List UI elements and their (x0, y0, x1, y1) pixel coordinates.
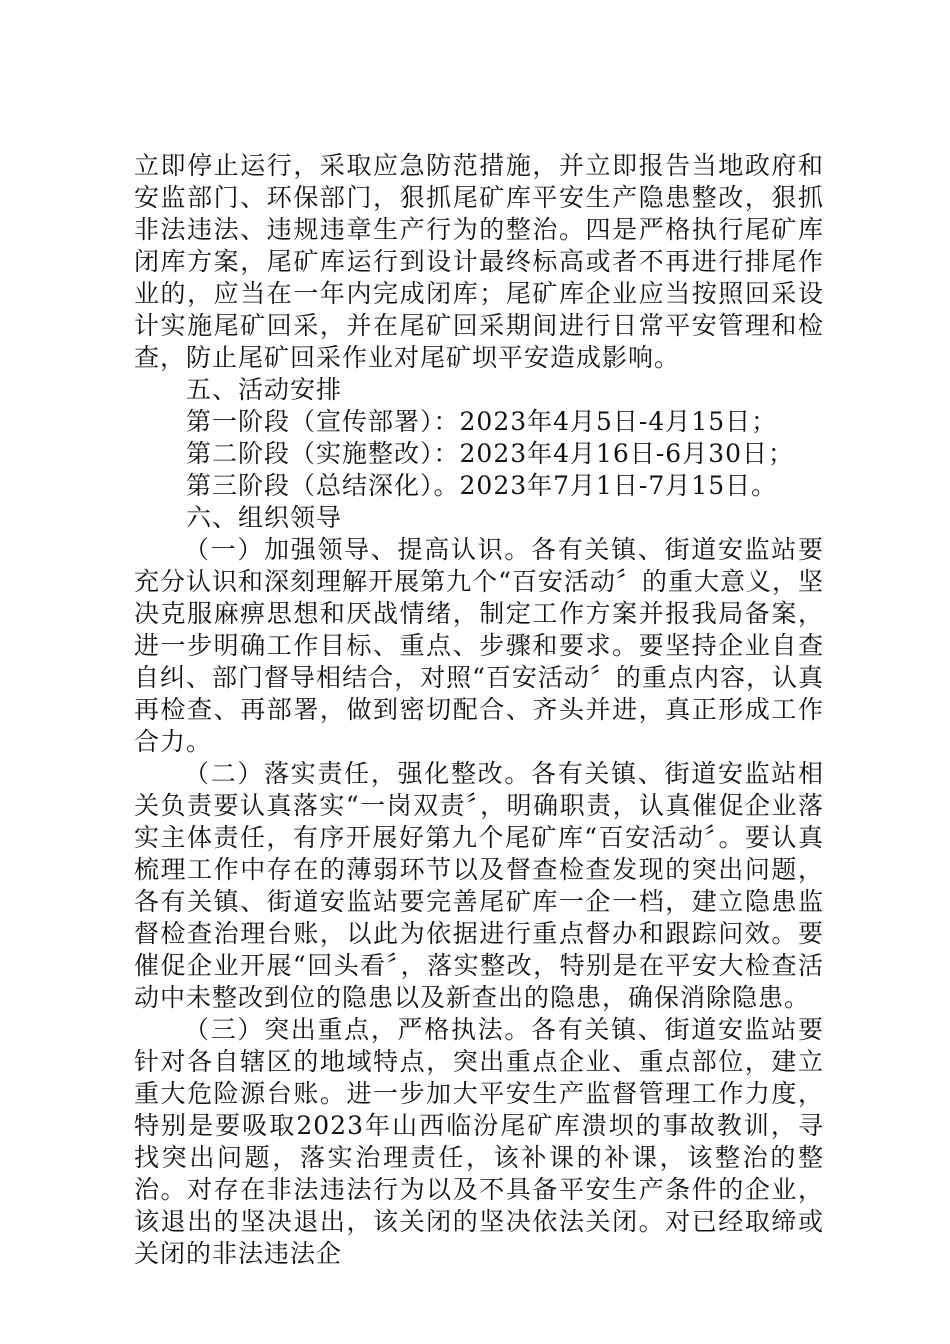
continuation-paragraph: 立即停止运行，采取应急防范措施，并立即报告当地政府和安监部门、环保部门，狠抓尾矿库平安生产隐患整改，狠抓非法违法、违规违章生产行为的整治。四是严格执行尾矿库闭库方案，尾矿库运行到设计最终标高或者不再进行排尾作业的，应当在一年内完成闭库；尾矿库企业应当按照回采设计实施尾矿回采，并在尾矿回采期间进行日常平安管理和检查，防止尾矿回采作业对尾矿坝平安造成影响。 (134, 151, 824, 372)
item-two-paragraph: （二）落实责任，强化整改。各有关镇、街道安监站相关负责要认真落实“一岗双责〞，明确职责，认真催促企业落实主体责任，有序开展好第九个尾矿库“百安活动〞。要认真梳理工作中存在的薄弱环节以及督查检查发现的突出问题，各有关镇、街道安监站要完善尾矿库一企一档，建立隐患监督检查治理台账，以此为依据进行重点督办和跟踪问效。要催促企业开展“回头看〞，落实整改，特别是在平安大检查活动中未整改到位的隐患以及新查出的隐患，确保消除隐患。 (134, 759, 824, 1012)
section-heading-activity-schedule: 五、活动安排 (186, 375, 343, 404)
stage-two-line: 第二阶段（实施整改）：2023年4月16日-6月30日； (186, 439, 795, 468)
item-three-paragraph: （三）突出重点，严格执法。各有关镇、街道安监站要针对各自辖区的地域特点，突出重点企业、重点部位，建立重大危险源台账。进一步加大平安生产监督管理工作力度，特别是要吸取2023年山西临汾尾矿库溃坝的事故教训，寻找突出问题，落实治理责任，该补课的补课，该整治的整治。对存在非法违法行为以及不具备平安生产条件的企业，该退出的坚决退出，该关闭的坚决依法关闭。对已经取缔或关闭的非法违法企 (134, 1015, 824, 1268)
document-body (134, 150, 824, 1270)
stage-one-line: 第一阶段（宣传部署）：2023年4月5日-4月15日； (186, 407, 778, 436)
section-heading-organization: 六、组织领导 (186, 503, 343, 532)
stage-three-line: 第三阶段（总结深化）。2023年7月1日-7月15日。 (186, 471, 778, 500)
item-one-paragraph: （一）加强领导、提高认识。各有关镇、街道安监站要充分认识和深刻理解开展第九个“百安活动〞的重大意义，坚决克服麻痹思想和厌战情绪，制定工作方案并报我局备案，进一步明确工作目标、重点、步骤和要求。要坚持企业自查自纠、部门督导相结合，对照“百安活动〞的重点内容，认真再检查、再部署，做到密切配合、齐头并进，真正形成工作合力。 (134, 535, 824, 756)
